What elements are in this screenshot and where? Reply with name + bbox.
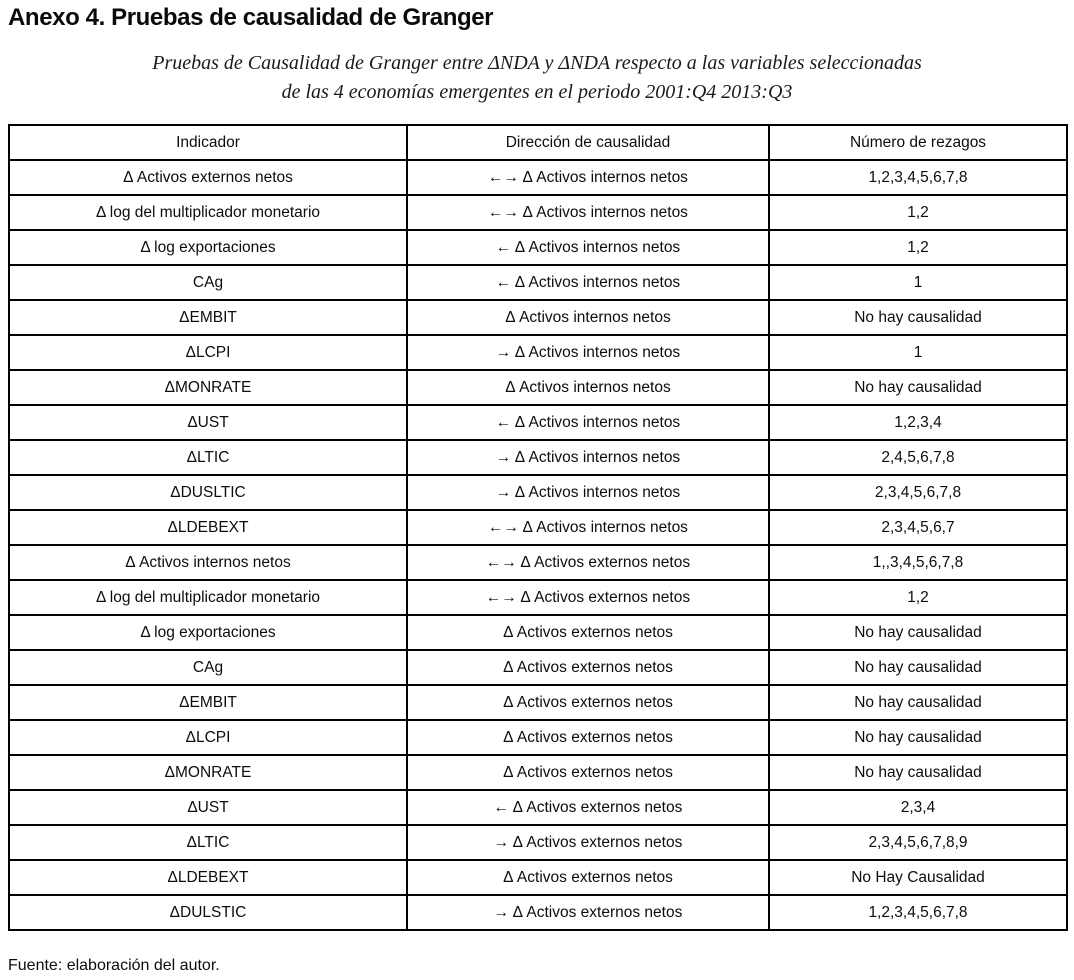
table-row bbox=[9, 300, 1067, 335]
direccion-causalidad-cell: Δ Activos externos netos bbox=[407, 720, 769, 755]
direccion-causalidad-cell: Δ Activos externos netos bbox=[407, 650, 769, 685]
indicador-cell: Δ log del multiplicador monetario bbox=[9, 580, 407, 615]
direccion-causalidad-cell: → Δ Activos internos netos bbox=[407, 475, 769, 510]
numero-rezagos-cell: 2,4,5,6,7,8 bbox=[769, 440, 1067, 475]
page-title: Anexo 4. Pruebas de causalidad de Granger bbox=[8, 4, 494, 31]
granger-causality-table bbox=[8, 124, 1068, 931]
numero-rezagos-cell: 1,2,3,4 bbox=[769, 405, 1067, 440]
direccion-causalidad-cell: Δ Activos externos netos bbox=[407, 615, 769, 650]
numero-rezagos-cell: 2,3,4,5,6,7 bbox=[769, 510, 1067, 545]
direccion-causalidad-cell: ←→ Δ Activos externos netos bbox=[407, 580, 769, 615]
numero-rezagos-cell: 2,3,4,5,6,7,8 bbox=[769, 475, 1067, 510]
direccion-causalidad-cell: ←→ Δ Activos externos netos bbox=[407, 545, 769, 580]
indicador-cell: ΔLTIC bbox=[9, 825, 407, 860]
direccion-causalidad-cell: ← Δ Activos externos netos bbox=[407, 790, 769, 825]
indicador-cell: ΔLDEBEXT bbox=[9, 510, 407, 545]
indicador-cell: ΔLCPI bbox=[9, 335, 407, 370]
direccion-causalidad-cell: → Δ Activos externos netos bbox=[407, 895, 769, 930]
numero-rezagos-cell: No hay causalidad bbox=[769, 755, 1067, 790]
numero-rezagos-cell: 1 bbox=[769, 335, 1067, 370]
indicador-cell: Δ log exportaciones bbox=[9, 230, 407, 265]
table-row bbox=[9, 475, 1067, 510]
indicador-cell: CAg bbox=[9, 265, 407, 300]
table-row bbox=[9, 335, 1067, 370]
table-row bbox=[9, 545, 1067, 580]
caption-line-1: Pruebas de Causalidad de Granger entre ΔNDA y ΔNDA respecto a las variables seleccionadas bbox=[152, 52, 922, 74]
indicador-cell: ΔUST bbox=[9, 405, 407, 440]
column-header-direccion-causalidad: Dirección de causalidad bbox=[407, 125, 769, 160]
indicador-cell: ΔMONRATE bbox=[9, 370, 407, 405]
table-row bbox=[9, 230, 1067, 265]
indicador-cell: Δ log del multiplicador monetario bbox=[9, 195, 407, 230]
numero-rezagos-cell: No hay causalidad bbox=[769, 650, 1067, 685]
table-body bbox=[9, 160, 1067, 930]
direccion-causalidad-cell: ← Δ Activos internos netos bbox=[407, 405, 769, 440]
direccion-causalidad-cell: Δ Activos internos netos bbox=[407, 370, 769, 405]
indicador-cell: ΔDULSTIC bbox=[9, 895, 407, 930]
table-row bbox=[9, 790, 1067, 825]
table-row bbox=[9, 615, 1067, 650]
table-row bbox=[9, 265, 1067, 300]
column-header-numero-rezagos: Número de rezagos bbox=[769, 125, 1067, 160]
source-note: Fuente: elaboración del autor. bbox=[8, 957, 220, 974]
direccion-causalidad-cell: ←→ Δ Activos internos netos bbox=[407, 195, 769, 230]
table-row bbox=[9, 720, 1067, 755]
indicador-cell: Δ Activos externos netos bbox=[9, 160, 407, 195]
table-row bbox=[9, 510, 1067, 545]
numero-rezagos-cell: 2,3,4 bbox=[769, 790, 1067, 825]
indicador-cell: ΔLCPI bbox=[9, 720, 407, 755]
table-row bbox=[9, 580, 1067, 615]
table-row bbox=[9, 650, 1067, 685]
table-row bbox=[9, 370, 1067, 405]
indicador-cell: ΔLTIC bbox=[9, 440, 407, 475]
direccion-causalidad-cell: ←→ Δ Activos internos netos bbox=[407, 510, 769, 545]
numero-rezagos-cell: 1,2,3,4,5,6,7,8 bbox=[769, 160, 1067, 195]
table-row bbox=[9, 860, 1067, 895]
numero-rezagos-cell: 1,2,3,4,5,6,7,8 bbox=[769, 895, 1067, 930]
direccion-causalidad-cell: → Δ Activos externos netos bbox=[407, 825, 769, 860]
numero-rezagos-cell: No Hay Causalidad bbox=[769, 860, 1067, 895]
indicador-cell: ΔLDEBEXT bbox=[9, 860, 407, 895]
table-caption bbox=[8, 49, 1066, 107]
direccion-causalidad-cell: ← Δ Activos internos netos bbox=[407, 230, 769, 265]
direccion-causalidad-cell: Δ Activos externos netos bbox=[407, 755, 769, 790]
direccion-causalidad-cell: ←→ Δ Activos internos netos bbox=[407, 160, 769, 195]
numero-rezagos-cell: 1,2 bbox=[769, 580, 1067, 615]
numero-rezagos-cell: 1 bbox=[769, 265, 1067, 300]
indicador-cell: CAg bbox=[9, 650, 407, 685]
numero-rezagos-cell: No hay causalidad bbox=[769, 615, 1067, 650]
table-row bbox=[9, 160, 1067, 195]
direccion-causalidad-cell: Δ Activos externos netos bbox=[407, 860, 769, 895]
table-row bbox=[9, 825, 1067, 860]
table-row bbox=[9, 195, 1067, 230]
direccion-causalidad-cell: Δ Activos externos netos bbox=[407, 685, 769, 720]
table-header-row bbox=[9, 125, 1067, 160]
indicador-cell: ΔUST bbox=[9, 790, 407, 825]
indicador-cell: ΔEMBIT bbox=[9, 300, 407, 335]
numero-rezagos-cell: 1,,3,4,5,6,7,8 bbox=[769, 545, 1067, 580]
caption-line-2: de las 4 economías emergentes en el periodo 2001:Q4 2013:Q3 bbox=[281, 81, 793, 103]
direccion-causalidad-cell: → Δ Activos internos netos bbox=[407, 335, 769, 370]
column-header-indicador: Indicador bbox=[9, 125, 407, 160]
table-row bbox=[9, 895, 1067, 930]
numero-rezagos-cell: No hay causalidad bbox=[769, 300, 1067, 335]
direccion-causalidad-cell: → Δ Activos internos netos bbox=[407, 440, 769, 475]
numero-rezagos-cell: 1,2 bbox=[769, 195, 1067, 230]
numero-rezagos-cell: No hay causalidad bbox=[769, 370, 1067, 405]
numero-rezagos-cell: No hay causalidad bbox=[769, 685, 1067, 720]
numero-rezagos-cell: 2,3,4,5,6,7,8,9 bbox=[769, 825, 1067, 860]
indicador-cell: ΔMONRATE bbox=[9, 755, 407, 790]
indicador-cell: ΔDUSLTIC bbox=[9, 475, 407, 510]
table-row bbox=[9, 440, 1067, 475]
table-row bbox=[9, 405, 1067, 440]
direccion-causalidad-cell: ← Δ Activos internos netos bbox=[407, 265, 769, 300]
numero-rezagos-cell: No hay causalidad bbox=[769, 720, 1067, 755]
direccion-causalidad-cell: Δ Activos internos netos bbox=[407, 300, 769, 335]
indicador-cell: Δ Activos internos netos bbox=[9, 545, 407, 580]
table-row bbox=[9, 755, 1067, 790]
table-row bbox=[9, 685, 1067, 720]
indicador-cell: ΔEMBIT bbox=[9, 685, 407, 720]
indicador-cell: Δ log exportaciones bbox=[9, 615, 407, 650]
numero-rezagos-cell: 1,2 bbox=[769, 230, 1067, 265]
